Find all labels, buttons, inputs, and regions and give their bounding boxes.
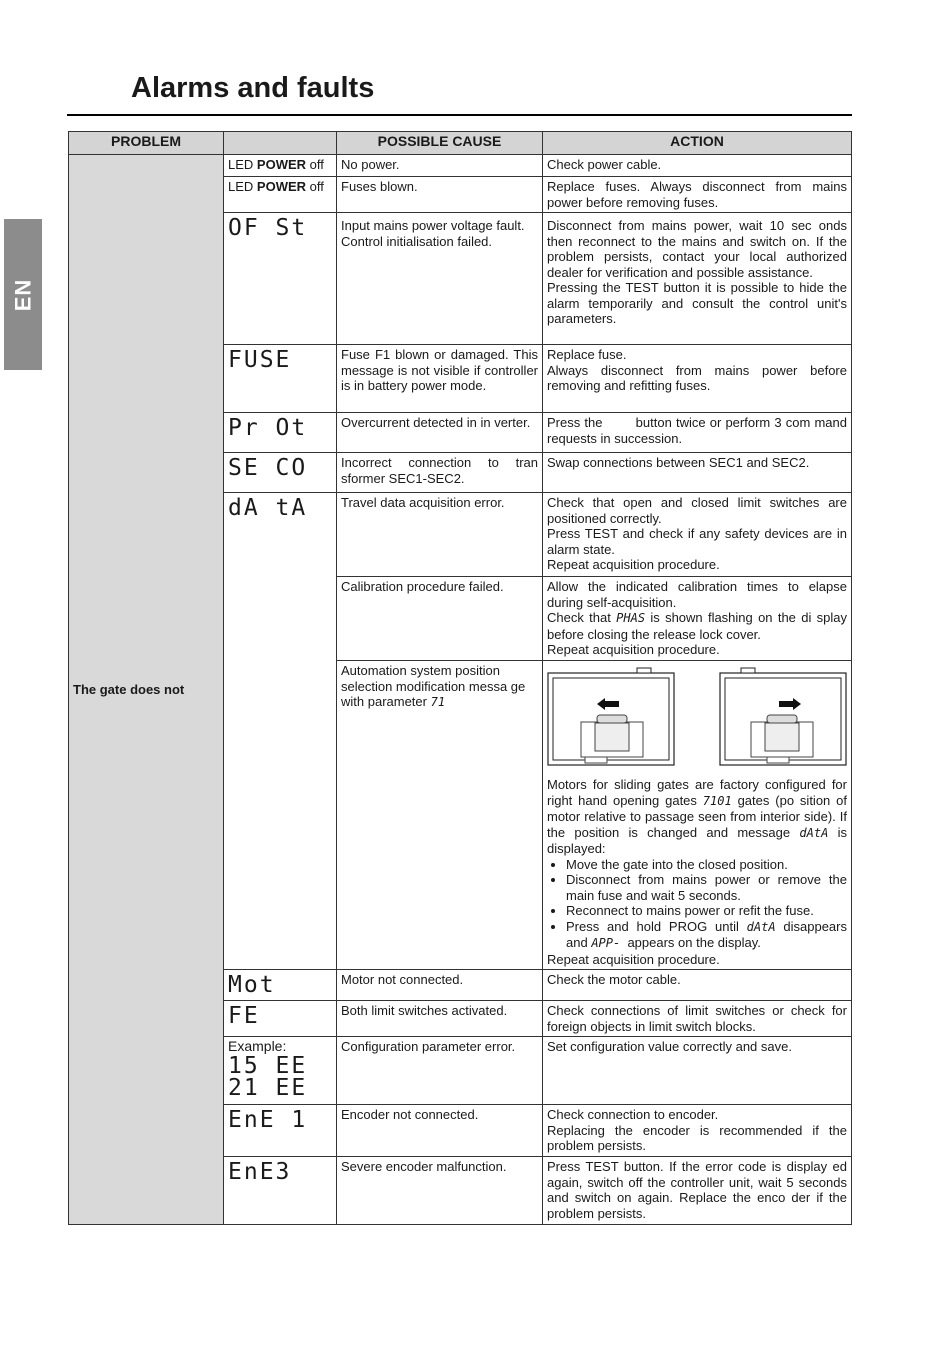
page-title: Alarms and faults	[131, 72, 375, 104]
display-code-cell: FUSE	[224, 345, 337, 413]
cause-cell: Encoder not connected.	[337, 1105, 543, 1157]
action-cell: Press TEST button. If the error code is display ed again, switch off the controller unit, wait 5 seconds and switch on again. Replace the enco der if the problem persists.	[543, 1157, 852, 1225]
display-code-cell: OF St	[224, 213, 337, 345]
cause-cell: Motor not connected.	[337, 970, 543, 1001]
action-cell: Check that open and closed limit switches are positioned correctly. Press TEST and check if any safety devices are in alarm state. Repeat acquisition procedure.	[543, 493, 852, 577]
action-cell: Check connections of limit switches or check for foreign objects in limit switch blocks.	[543, 1001, 852, 1037]
problem-cell: The gate does not	[69, 155, 224, 1225]
list-item: • Move the gate into the closed position.	[566, 857, 847, 873]
action-cell: Allow the indicated calibration times to elapse during self-acquisition. Check that PHAS is shown flashing on the di splay before closing the release lock cover. Repeat acquisition procedure.	[543, 577, 852, 661]
cause-cell: Severe encoder malfunction.	[337, 1157, 543, 1225]
gate-left-arrow-icon	[547, 667, 675, 771]
cause-cell: Input mains power voltage fault. Control initialisation failed.	[337, 213, 543, 345]
header-blank	[224, 132, 337, 155]
table-row	[69, 155, 852, 177]
list-item: • Press and hold PROG until dAtA disappears and APP- appears on the display.	[566, 919, 847, 952]
title-rule	[67, 114, 852, 116]
cause-cell: Configuration parameter error.	[337, 1037, 543, 1105]
cause-cell: Automation system position selection modification messa ge with parameter 71	[337, 661, 543, 970]
gate-figures	[547, 663, 847, 777]
display-code-cell: Example: 15 EE 21 EE	[224, 1037, 337, 1105]
header-cause: POSSIBLE CAUSE	[337, 132, 543, 155]
cause-cell: Overcurrent detected in in verter.	[337, 413, 543, 453]
action-cell: Replace fuses. Always disconnect from mains power before removing fuses.	[543, 177, 852, 213]
display-code-cell: dA tA	[224, 493, 337, 970]
action-cell: Check the motor cable.	[543, 970, 852, 1001]
action-cell: Check power cable.	[543, 155, 852, 177]
display-code-cell: Mot	[224, 970, 337, 1001]
language-tab	[4, 219, 42, 370]
display-code-cell: EnE3	[224, 1157, 337, 1225]
cause-cell: Incorrect connection to tran sformer SEC1-SEC2.	[337, 453, 543, 493]
table-header-row	[69, 132, 852, 155]
cause-cell: Fuses blown.	[337, 177, 543, 213]
display-code-cell: Pr Ot	[224, 413, 337, 453]
indicator-cell: LED POWER off	[224, 177, 337, 213]
display-code-cell: EnE 1	[224, 1105, 337, 1157]
action-cell: Set configuration value correctly and save.	[543, 1037, 852, 1105]
gate-right-arrow-icon	[719, 667, 847, 771]
action-cell: Press the button twice or perform 3 com mand requests in succession.	[543, 413, 852, 453]
header-problem: PROBLEM	[69, 132, 224, 155]
list-item: • Reconnect to mains power or refit the fuse.	[566, 903, 847, 919]
action-cell: Replace fuse. Always disconnect from mains power before removing and refitting fuses.	[543, 345, 852, 413]
action-cell: Check connection to encoder. Replacing the encoder is recommended if the problem persists.	[543, 1105, 852, 1157]
display-code-cell: SE CO	[224, 453, 337, 493]
header-action: ACTION	[543, 132, 852, 155]
faults-table	[68, 131, 852, 1225]
cause-cell: No power.	[337, 155, 543, 177]
language-tab-label: EN	[10, 278, 35, 311]
cause-cell: Both limit switches activated.	[337, 1001, 543, 1037]
action-cell: Disconnect from mains power, wait 10 sec onds then reconnect to the mains and switch on. If the problem persists, contact your local authorized dealer for verification and possible assistance. Pressing the TEST button it is possible to hide the alarm temporarily and consult the control unit's parameters.	[543, 213, 852, 345]
cause-cell: Calibration procedure failed.	[337, 577, 543, 661]
action-cell: Swap connections between SEC1 and SEC2.	[543, 453, 852, 493]
list-item: • Disconnect from mains power or remove the main fuse and wait 5 seconds.	[566, 872, 847, 903]
indicator-cell: LED POWER off	[224, 155, 337, 177]
cause-cell: Fuse F1 blown or damaged. This message is not visible if controller is in battery power mode.	[337, 345, 543, 413]
action-cell: Motors for sliding gates are factory configured for right hand opening gates 7101 gates (po sition of motor relative to passage seen from interior side). If the position is changed and message dAtA is displayed: • Move the gate into the closed position. • Disconnect from mains power or remove the main fuse and wait 5 seconds. • Reconnect to mains power or refit the fuse. • Press and hold PROG until dAtA disappears and APP- appears on the display. Repeat acquisition procedure.	[543, 661, 852, 970]
steps-list	[547, 857, 847, 952]
cause-cell: Travel data acquisition error.	[337, 493, 543, 577]
display-code-cell: FE	[224, 1001, 337, 1037]
